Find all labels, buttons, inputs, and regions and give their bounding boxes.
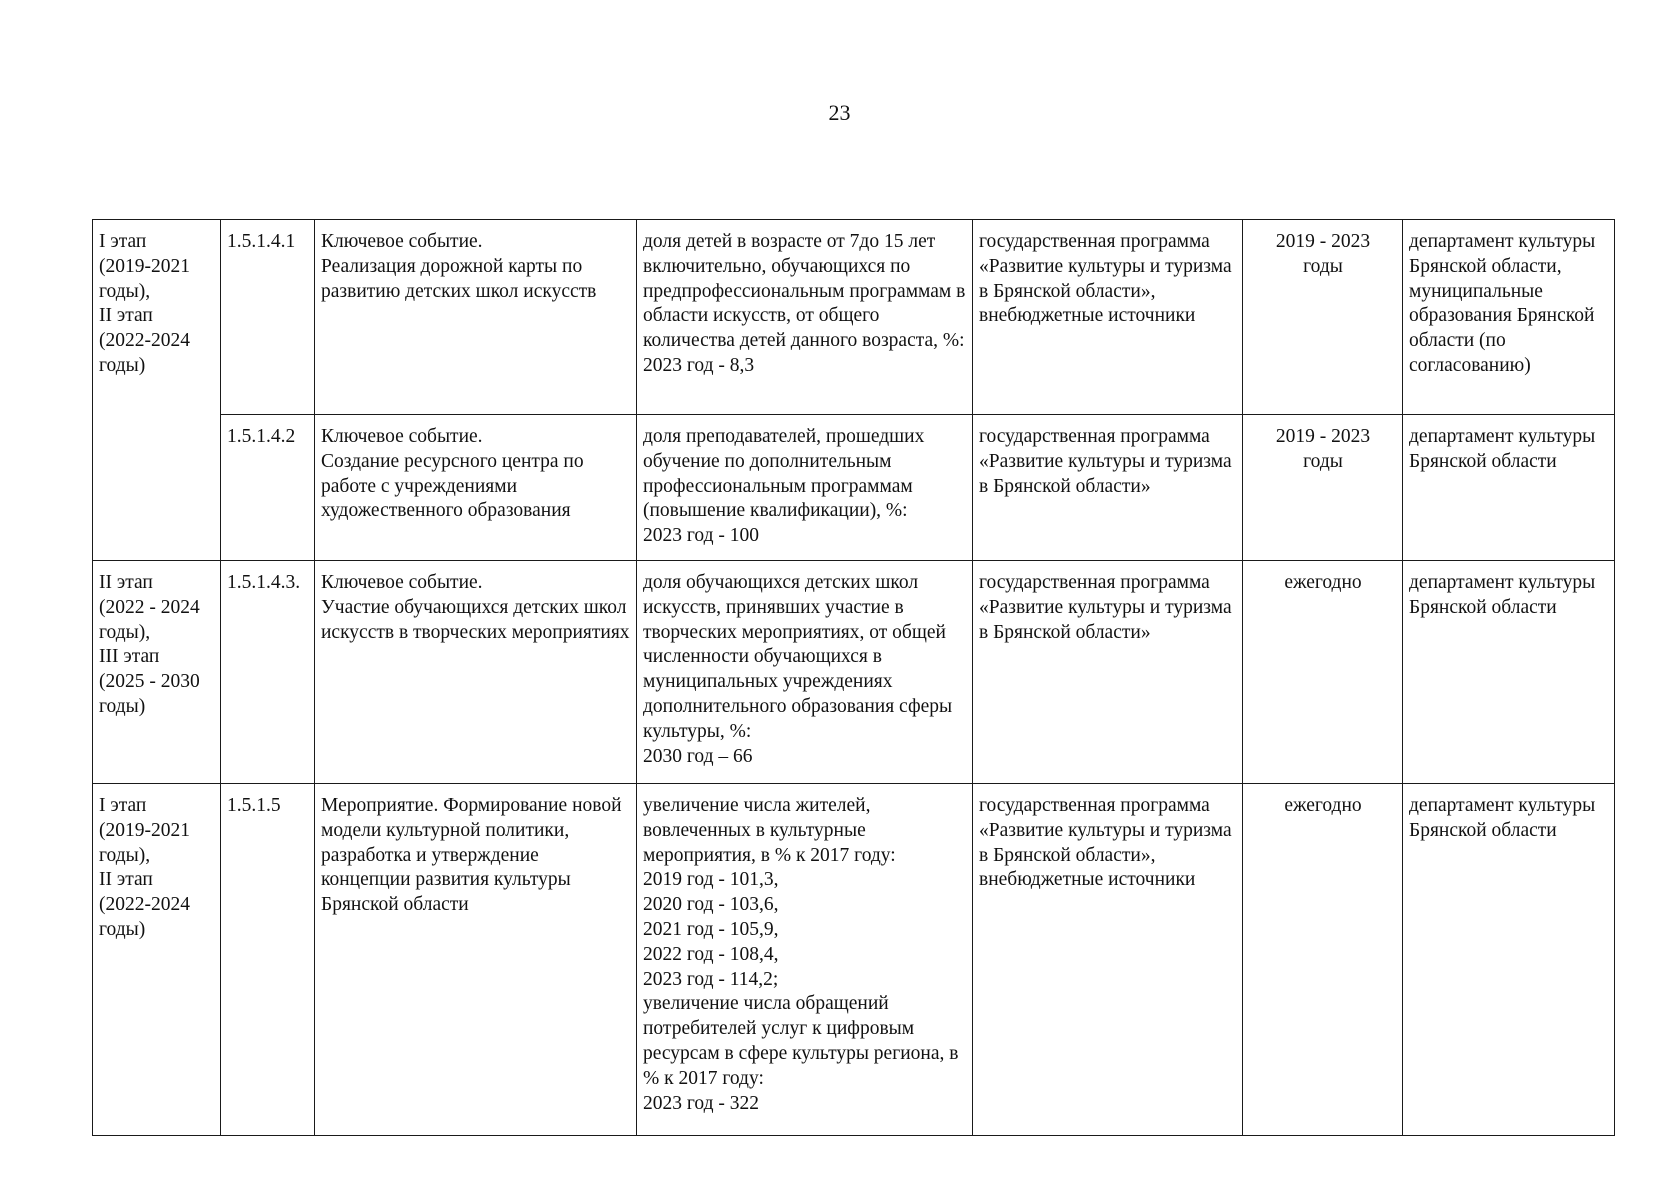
table-row xyxy=(93,784,1615,1136)
stage-cell: I этап (2019-2021 годы), II этап (2022-2024 годы) xyxy=(93,784,221,1136)
responsible-cell: департамент культуры Брянской области, муниципальные образования Брянской области (по согласованию) xyxy=(1403,220,1615,415)
stage-cell: II этап (2022 - 2024 годы), III этап (2025 - 2030 годы) xyxy=(93,561,221,784)
event-cell: Ключевое событие. Создание ресурсного центра по работе с учреждениями художественного образования xyxy=(315,415,637,561)
stage-cell: I этап (2019-2021 годы), II этап (2022-2024 годы) xyxy=(93,220,221,561)
indicator-cell: увеличение числа жителей, вовлеченных в культурные мероприятия, в % к 2017 году: 2019 год - 101,3, 2020 год - 103,6, 2021 год - 105,9, 2022 год - 108,4, 2023 год - 114,2; увеличение числа обращений потребителей услуг к цифровым ресурсам в сфере культуры региона, в % к 2017 году: 2023 год - 322 xyxy=(637,784,973,1136)
indicator-cell: доля обучающихся детских школ искусств, принявших участие в творческих мероприятиях, от общей численности обучающихся в муниципальных учреждениях дополнительного образования сферы культуры, %: 2030 год – 66 xyxy=(637,561,973,784)
source-cell: государственная программа «Развитие культуры и туризма в Брянской области», внебюджетные источники xyxy=(973,220,1243,415)
source-cell: государственная программа «Развитие культуры и туризма в Брянской области», внебюджетные источники xyxy=(973,784,1243,1136)
code-cell: 1.5.1.4.3. xyxy=(221,561,315,784)
responsible-cell: департамент культуры Брянской области xyxy=(1403,784,1615,1136)
period-cell: ежегодно xyxy=(1243,784,1403,1136)
event-cell: Мероприятие. Формирование новой модели культурной политики, разработка и утверждение концепции развития культуры Брянской области xyxy=(315,784,637,1136)
indicator-cell: доля детей в возрасте от 7до 15 лет включительно, обучающихся по предпрофессиональным программам в области искусств, от общего количества детей данного возраста, %: 2023 год - 8,3 xyxy=(637,220,973,415)
measures-table xyxy=(92,219,1615,1136)
period-cell: 2019 - 2023 годы xyxy=(1243,415,1403,561)
code-cell: 1.5.1.5 xyxy=(221,784,315,1136)
source-cell: государственная программа «Развитие культуры и туризма в Брянской области» xyxy=(973,561,1243,784)
code-cell: 1.5.1.4.2 xyxy=(221,415,315,561)
code-cell: 1.5.1.4.1 xyxy=(221,220,315,415)
responsible-cell: департамент культуры Брянской области xyxy=(1403,561,1615,784)
page-number: 23 xyxy=(828,100,851,125)
table-row xyxy=(93,415,1615,561)
event-cell: Ключевое событие. Реализация дорожной карты по развитию детских школ искусств xyxy=(315,220,637,415)
table-row xyxy=(93,561,1615,784)
responsible-cell: департамент культуры Брянской области xyxy=(1403,415,1615,561)
table-row xyxy=(93,220,1615,415)
period-cell: ежегодно xyxy=(1243,561,1403,784)
source-cell: государственная программа «Развитие культуры и туризма в Брянской области» xyxy=(973,415,1243,561)
event-cell: Ключевое событие. Участие обучающихся детских школ искусств в творческих мероприятиях xyxy=(315,561,637,784)
period-cell: 2019 - 2023 годы xyxy=(1243,220,1403,415)
indicator-cell: доля преподавателей, прошедших обучение по дополнительным профессиональным программам (повышение квалификации), %: 2023 год - 100 xyxy=(637,415,973,561)
